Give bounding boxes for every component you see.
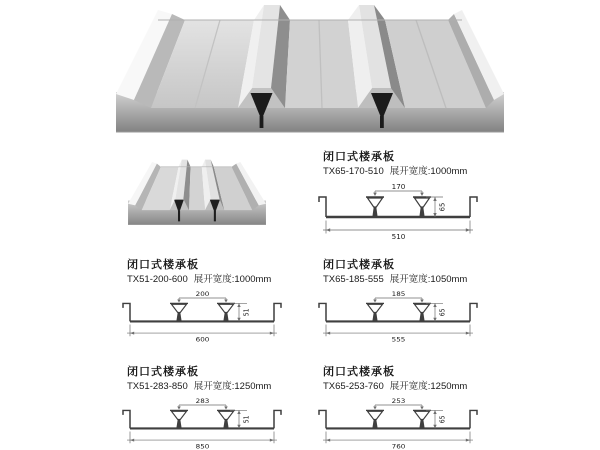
- cross-section-diagram: [316, 396, 480, 450]
- svg-text:51: 51: [242, 415, 251, 424]
- product-model: TX51-283-850: [127, 381, 188, 392]
- svg-text:253: 253: [391, 397, 406, 406]
- bottom-dimension: [127, 325, 277, 343]
- product-title: 闭口式楼承板: [127, 259, 199, 271]
- cross-section-diagram: [120, 396, 284, 450]
- height-dimension: [230, 410, 251, 428]
- deck-top-surface: [128, 160, 266, 211]
- svg-text:185: 185: [391, 290, 406, 299]
- height-dimension: [426, 197, 447, 217]
- svg-text:510: 510: [391, 232, 406, 241]
- product-subtitle: [323, 274, 492, 286]
- bottom-dimension: [127, 432, 277, 450]
- product-spec-block-tx51-200-600: [120, 259, 296, 343]
- profile-outline: [123, 303, 281, 321]
- profile-outline: [319, 303, 477, 321]
- height-dimension: [426, 303, 447, 321]
- product-subtitle: [323, 166, 492, 178]
- bottom-dimension: [323, 432, 473, 450]
- svg-text:850: 850: [195, 442, 210, 450]
- top-dimension: [373, 182, 424, 196]
- top-dimension: [177, 291, 228, 303]
- unfolded-width-label: 展开宽度:1000mm: [389, 166, 468, 177]
- product-model: TX65-170-510: [323, 166, 384, 177]
- svg-text:65: 65: [438, 202, 447, 212]
- product-spec-block-tx65-185-555: [316, 259, 492, 343]
- svg-text:65: 65: [438, 415, 447, 424]
- profile-outline: [319, 197, 477, 217]
- svg-text:555: 555: [391, 335, 406, 343]
- height-dimension: [230, 303, 251, 321]
- deck-panel-3d-render-small: [112, 157, 282, 236]
- svg-text:600: 600: [195, 335, 210, 343]
- product-spec-block-tx65-253-760: [316, 366, 492, 450]
- unfolded-width-label: 展开宽度:1250mm: [389, 381, 468, 392]
- product-spec-block-tx65-170-510: [316, 151, 492, 241]
- unfolded-width-label: 展开宽度:1250mm: [193, 381, 272, 392]
- product-title: 闭口式楼承板: [323, 151, 395, 163]
- top-dimension: [373, 398, 424, 410]
- svg-text:51: 51: [242, 308, 251, 317]
- deck-top-surface: [116, 5, 504, 108]
- height-dimension: [426, 410, 447, 428]
- svg-text:200: 200: [195, 290, 210, 299]
- deck-panel-3d-render-large: [100, 0, 520, 145]
- product-subtitle: [323, 381, 492, 393]
- svg-text:760: 760: [391, 442, 406, 450]
- product-title: 闭口式楼承板: [323, 366, 395, 378]
- product-model: TX65-253-760: [323, 381, 384, 392]
- unfolded-width-label: 展开宽度:1050mm: [389, 274, 468, 285]
- cross-section-diagram: [316, 289, 480, 343]
- product-subtitle: [127, 274, 296, 286]
- product-subtitle: [127, 381, 296, 393]
- svg-text:170: 170: [391, 182, 406, 191]
- top-dimension: [177, 398, 228, 410]
- product-model: TX51-200-600: [127, 274, 188, 285]
- profile-outline: [123, 410, 281, 428]
- bottom-dimension: [323, 221, 473, 242]
- product-title: 闭口式楼承板: [323, 259, 395, 271]
- product-title: 闭口式楼承板: [127, 366, 199, 378]
- svg-text:65: 65: [438, 308, 447, 317]
- top-dimension: [373, 291, 424, 303]
- cross-section-diagram: [120, 289, 284, 343]
- profile-outline: [319, 410, 477, 428]
- product-spec-block-tx51-283-850: [120, 366, 296, 450]
- bottom-dimension: [323, 325, 473, 343]
- cross-section-diagram: [316, 181, 480, 241]
- product-model: TX65-185-555: [323, 274, 384, 285]
- svg-text:283: 283: [195, 397, 210, 406]
- unfolded-width-label: 展开宽度:1000mm: [193, 274, 272, 285]
